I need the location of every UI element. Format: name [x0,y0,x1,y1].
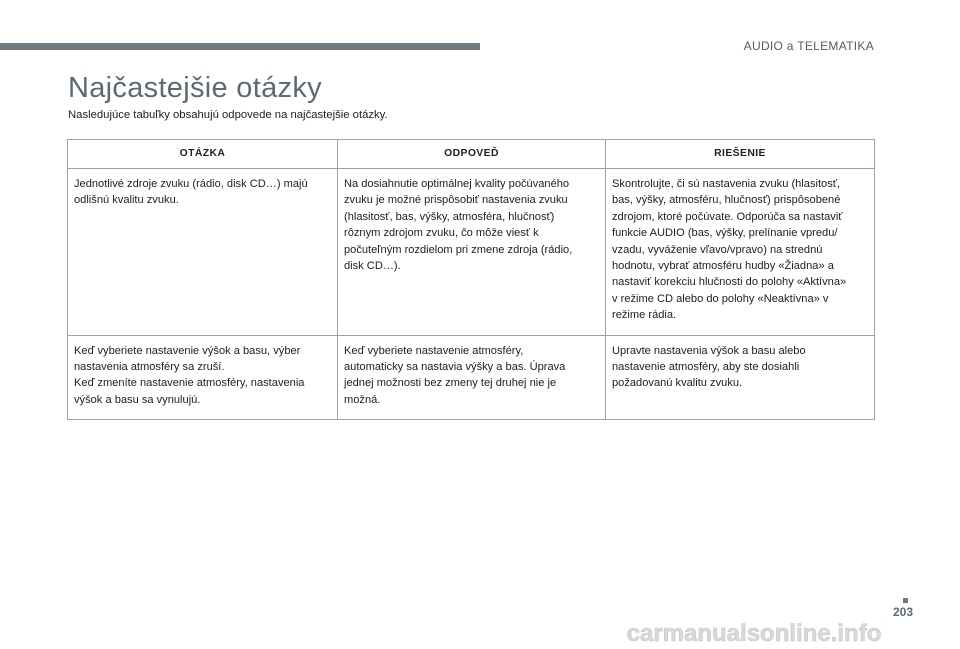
table-cell [606,335,875,420]
page-marker [903,598,908,603]
watermark-text: carmanualsonline.info [626,620,882,647]
column-header-answer: ODPOVEĎ [338,140,606,169]
question-text: Jednotlivé zdroje zvuku (rádio, disk CD…) majú odlišnú kvalitu zvuku. [74,178,308,207]
table-row [68,335,875,420]
column-header-solution: RIEŠENIE [606,140,875,169]
page-number: 203 [893,605,914,619]
question-text: Keď vyberiete nastavenie výšok a basu, výber nastavenia atmosféry sa zruší. Keď zmeníte nastavenie atmosféry, nastavenia výšok a basu sa vynulujú. [74,344,305,406]
header-bar [0,43,480,50]
answer-text: Na dosiahnutie optimálnej kvality počúvaného zvuku je možné prispôsobiť nastavenia zvuku (hlasitosť, bas, výšky, atmosféra, hlučnosť) rôznym zdrojom zvuku, čo môže viesť k počuteľným rozdielom pri zmene zdroja (rádio, disk CD…). [344,178,573,273]
answer-text: Keď vyberiete nastavenie atmosféry, automaticky sa nastavia výšky a bas. Úprava jednej možnosti bez zmeny tej druhej nie je možná. [344,344,566,406]
table-cell [606,169,875,336]
column-header-question: OTÁZKA [68,140,338,169]
table-row [68,169,875,336]
intro-text: Nasledujúce tabuľky obsahujú odpovede na najčastejšie otázky. [68,109,388,121]
solution-text: Upravte nastavenia výšok a basu alebo nastavenie atmosféry, aby ste dosiahli požadovanú kvalitu zvuku. [612,344,806,390]
table-cell [338,169,606,336]
solution-text: Skontrolujte, či sú nastavenia zvuku (hlasitosť, bas, výšky, atmosféru, hlučnosť) prispôsobené zdrojom, ktoré počúvate. Odporúča sa nastaviť funkcie AUDIO (bas, výšky, prelínanie vpredu/ vzadu, vyváženie vľavo/vpravo) na strednú hodnotu, vybrať atmosféru hudby «Žiadna» a nastaviť korekciu hlučnosti do polohy «Aktívna» v režime CD alebo do polohy «Neaktívna» v režime rádia. [612,178,847,322]
table-header-row [68,140,875,169]
table-cell [68,335,338,420]
watermark [568,619,940,647]
faq-table [67,139,875,420]
page-title: Najčastejšie otázky [68,72,322,104]
table-cell [338,335,606,420]
table-cell [68,169,338,336]
section-label: AUDIO a TELEMATIKA [743,39,874,53]
